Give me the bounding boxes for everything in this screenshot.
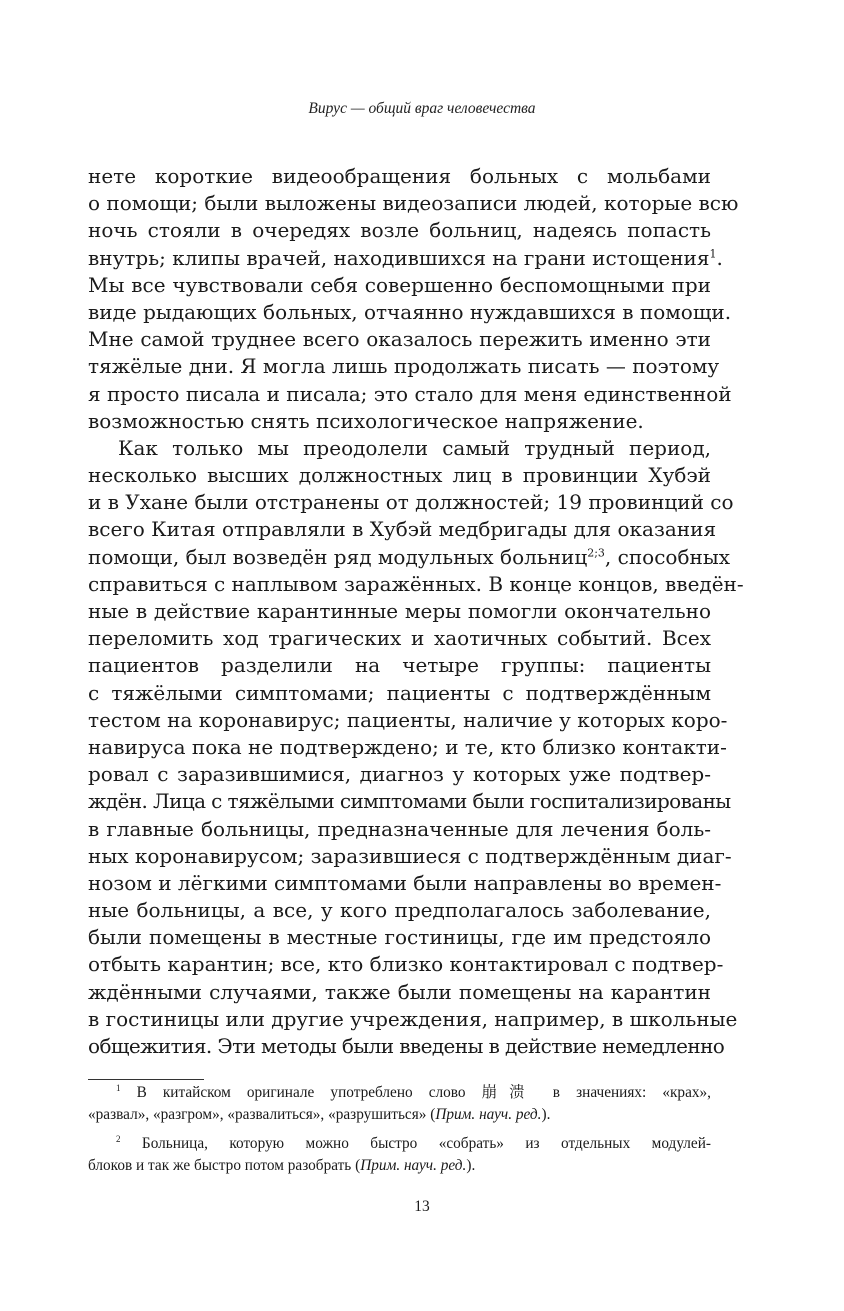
footnote-editor-note: Прим. науч. ред.	[435, 1106, 542, 1123]
footnote-text: «развал», «разгром», «развалиться», «разрушиться» (	[88, 1106, 436, 1123]
text-fragment: помощи, был возведён ряд модульных больниц	[88, 544, 588, 569]
footnote-divider	[88, 1079, 204, 1080]
text-line: в гостиницы или другие учреждения, например, в школьные	[88, 1006, 738, 1031]
text-line: с тяжёлыми симптомами; пациенты с подтверждённым	[88, 680, 711, 705]
footnote-ref-2-3[interactable]: 2;3	[587, 545, 605, 559]
footnote-text: В китайском оригинале употреблено слово 崩溃 в значениях: «крах»,	[136, 1084, 711, 1101]
page-number: 13	[414, 1198, 430, 1215]
text-line: и в Ухане были отстранены от должностей; 19 провинций со	[88, 490, 734, 515]
footnote-2-marker: 2	[116, 1133, 121, 1144]
text-line: Мы все чувствовали себя совершенно беспомощными при	[88, 272, 711, 297]
footnote-2-line	[88, 1155, 711, 1177]
text-line: Мне самой труднее всего оказалось пережить именно эти	[88, 327, 711, 352]
text-line: ровал с заразившимися, диагноз у которых уже подтвер-	[88, 762, 711, 787]
text-line: ные в действие карантинные меры помогли окончательно	[88, 599, 711, 623]
footnote-1-line	[88, 1104, 711, 1126]
footnote-text: ).	[541, 1106, 551, 1123]
footnote-ref-1[interactable]: 1	[709, 246, 717, 260]
text-line: в главные больницы, предназначенные для лечения боль-	[88, 816, 711, 841]
text-line: я просто писала и писала; это стало для меня единственной	[88, 381, 732, 406]
text-line: всего Китая отправляли в Хубэй медбригады для оказания	[88, 517, 717, 542]
text-line: отбыть карантин; все, кто близко контактировал с подтвер-	[88, 952, 724, 977]
text-line: несколько высших должностных лиц в провинции Хубэй	[88, 463, 711, 488]
text-line: нозом и лёгкими симптомами были направлены во времен-	[88, 870, 722, 895]
text-line: ждён. Лица с тяжёлыми симптомами были госпитализированы	[88, 789, 731, 814]
footnote-text: Больница, которую можно быстро «собрать» из отдельных модулей-	[141, 1135, 711, 1152]
text-fragment: .	[716, 245, 723, 270]
footnote-editor-note: Прим. науч. ред.	[360, 1157, 467, 1174]
text-line	[88, 544, 731, 571]
text-line: Как только мы преодолели самый трудный период,	[118, 435, 711, 460]
text-line: ные больницы, а все, у кого предполагалось заболевание,	[88, 898, 711, 923]
text-line: были помещены в местные гостиницы, где им предстояло	[88, 925, 711, 950]
text-line: навируса пока не подтверждено; и те, кто близко контакти-	[88, 734, 727, 759]
text-line	[88, 245, 723, 272]
text-line: возможностью снять психологическое напряжение.	[88, 408, 644, 433]
text-line: справиться с наплывом заражённых. В конце концов, введён-	[88, 571, 744, 596]
text-line: ночь стояли в очередях возле больниц, надеясь попасть	[88, 218, 711, 243]
footnote-1-marker: 1	[116, 1082, 121, 1093]
text-line: ных коронавирусом; заразившиеся с подтверждённым диаг-	[88, 843, 732, 868]
text-line: о помощи; были выложены видеозаписи людей, которые всю	[88, 191, 739, 216]
text-line: переломить ход трагических и хаотичных событий. Всех	[88, 626, 711, 651]
body-text	[88, 163, 744, 1060]
text-line: тестом на коронавирус; пациенты, наличие у которых коро-	[88, 707, 728, 732]
text-line: пациентов разделили на четыре группы: пациенты	[88, 653, 711, 678]
text-fragment: внутрь; клипы врачей, находившихся на грани истощения	[88, 245, 710, 270]
text-line: ждёнными случаями, также были помещены на карантин	[88, 979, 711, 1004]
footnotes	[88, 1082, 711, 1177]
text-line: общежития. Эти методы были введены в действие немедленно	[88, 1034, 725, 1058]
footnote-2-line	[88, 1133, 711, 1155]
footnote-1-line	[88, 1082, 711, 1104]
footnote-text: блоков и так же быстро потом разобрать (	[88, 1157, 361, 1174]
text-line: нете короткие видеообращения больных с мольбами	[88, 164, 711, 188]
text-line: тяжёлые дни. Я могла лишь продолжать писать — поэтому	[88, 354, 720, 379]
running-head: Вирус — общий враг человечества	[308, 100, 536, 117]
text-fragment: , способных	[604, 544, 731, 569]
text-line: виде рыдающих больных, отчаянно нуждавшихся в помощи.	[88, 299, 732, 324]
footnote-text: ).	[466, 1157, 476, 1174]
